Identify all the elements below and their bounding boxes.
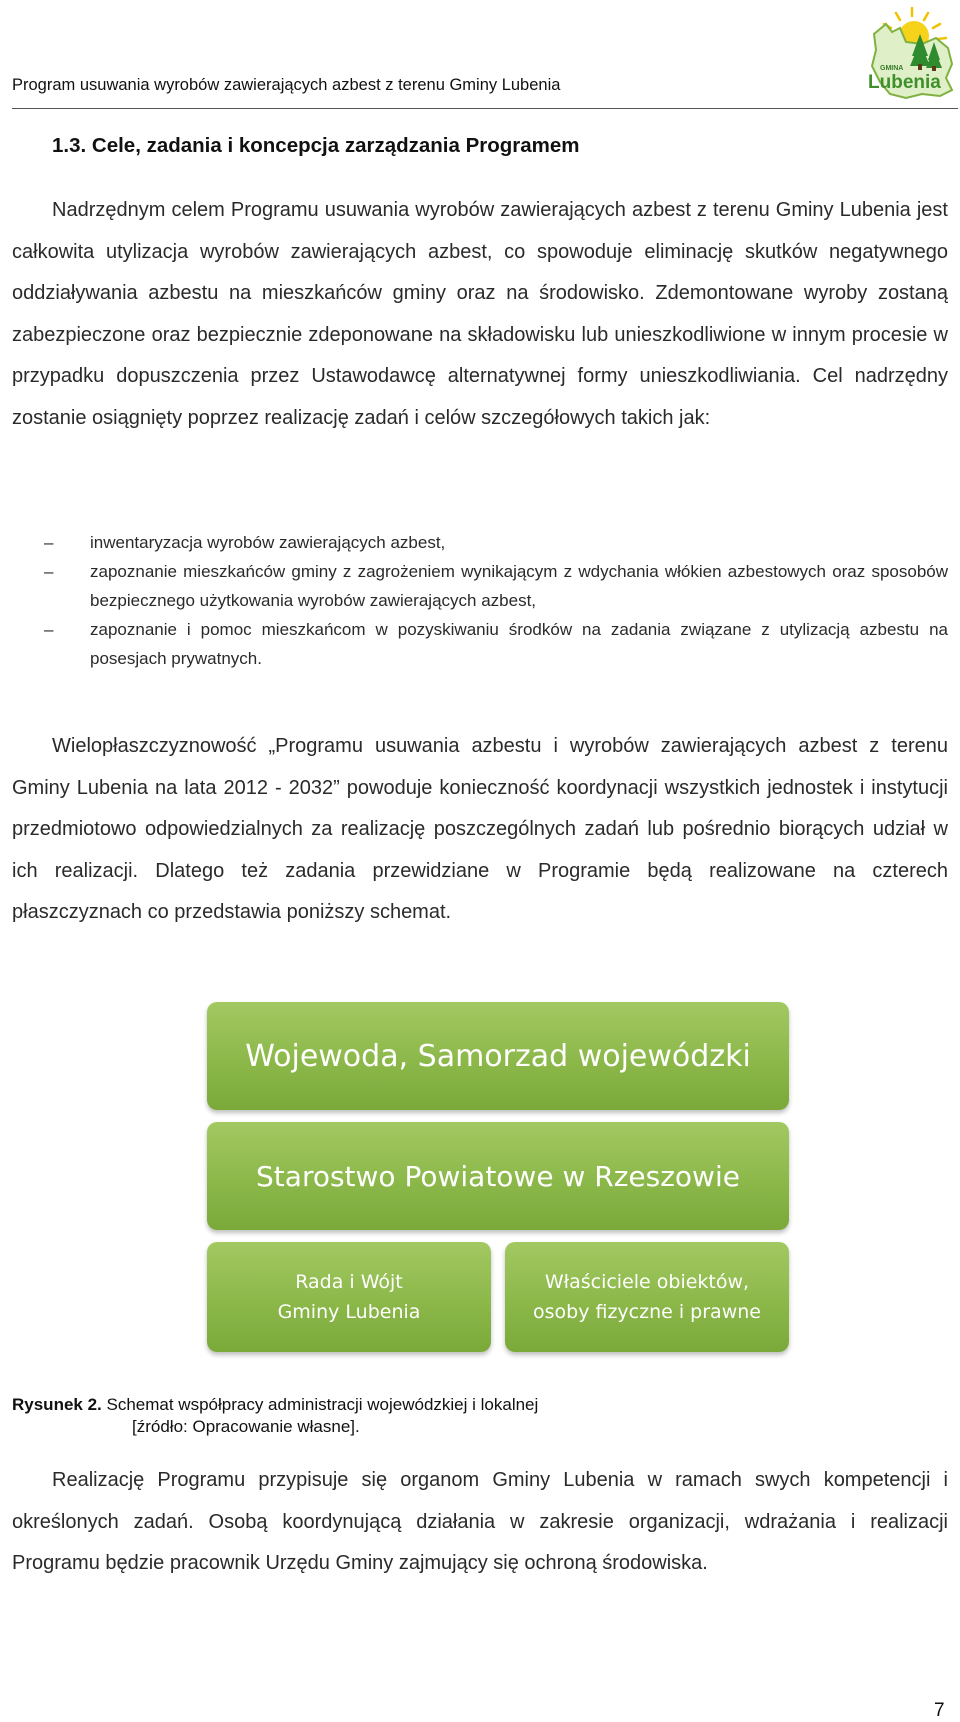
section-title: 1.3. Cele, zadania i koncepcja zarządzania Programem	[52, 134, 580, 157]
dash-icon: –	[44, 620, 54, 639]
page-number: 7	[934, 1700, 945, 1721]
diagram-box-voivode: Wojewoda, Samorzad wojewódzki	[207, 1002, 789, 1110]
svg-text:Lubenia: Lubenia	[868, 72, 941, 93]
goals-list	[12, 528, 948, 673]
paragraph-implementation: Realizację Programu przypisuje się organom Gminy Lubenia w ramach swych kompetencji i określonych zadań. Osobą koordynującą działania w zakresie organizacji, wdrażania i realizacji Programu będzie pracownik Urzędu Gminy zajmujący się ochroną środowiska.	[12, 1469, 948, 1574]
list-item: – zapoznanie mieszkańców gminy z zagrożeniem wynikającym z wdychania włókien azbestowych oraz sposobów bezpiecznego użytkowania wyrobów zawierających azbest,	[12, 557, 948, 615]
figure-label: Rysunek 2.	[12, 1395, 102, 1414]
header-divider	[12, 108, 958, 109]
header-title: Program usuwania wyrobów zawierających azbest z terenu Gminy Lubenia	[12, 76, 561, 94]
diagram-box-owners: Właściciele obiektów, osoby fizyczne i prawne	[505, 1242, 789, 1352]
cooperation-diagram	[207, 1002, 789, 1352]
dash-icon: –	[44, 533, 54, 552]
list-item: – inwentaryzacja wyrobów zawierających azbest,	[12, 528, 948, 557]
figure-source: [źródło: Opracowanie własne].	[132, 1417, 360, 1436]
list-item: – zapoznanie i pomoc mieszkańcom w pozyskiwaniu środków na zadania związane z utylizacją azbestu na posesjach prywatnych.	[12, 615, 948, 673]
dash-icon: –	[44, 562, 54, 581]
gmina-lubenia-logo-icon	[862, 4, 960, 104]
diagram-box-commune: Rada i Wójt Gminy Lubenia	[207, 1242, 491, 1352]
figure-caption: Rysunek 2. Schemat współpracy administracji wojewódzkiej i lokalnej	[12, 1395, 539, 1414]
paragraph-main-goal: Nadrzędnym celem Programu usuwania wyrobów zawierających azbest z terenu Gminy Lubenia jest całkowita utylizacja wyrobów zawierających azbest, co spowoduje eliminację skutków negatywnego oddziaływania azbestu na mieszkańców gminy oraz na środowisko. Zdemontowane wyroby zostaną zabezpieczone oraz bezpiecznie zdeponowane na składowisku lub unieszkodliwione w innym procesie w przypadku dopuszczenia przez Ustawodawcę alternatywnej formy unieszkodliwiania. Cel nadrzędny zostanie osiągnięty poprzez realizację zadań i celów szczegółowych takich jak:	[12, 199, 948, 429]
svg-text:GMINA: GMINA	[880, 65, 904, 72]
page-header	[12, 0, 958, 110]
diagram-box-county: Starostwo Powiatowe w Rzeszowie	[207, 1122, 789, 1230]
paragraph-multi-level: Wielopłaszczyznowość „Programu usuwania azbestu i wyrobów zawierających azbest z terenu Gminy Lubenia na lata 2012 - 2032” powoduje konieczność koordynacji wszystkich jednostek i instytucji przedmiotowo odpowiedzialnych za realizację poszczególnych zadań lub pośrednio biorących udział w ich realizacji. Dlatego też zadania przewidziane w Programie będą realizowane na czterech płaszczyznach co przedstawia poniższy schemat.	[12, 735, 948, 923]
